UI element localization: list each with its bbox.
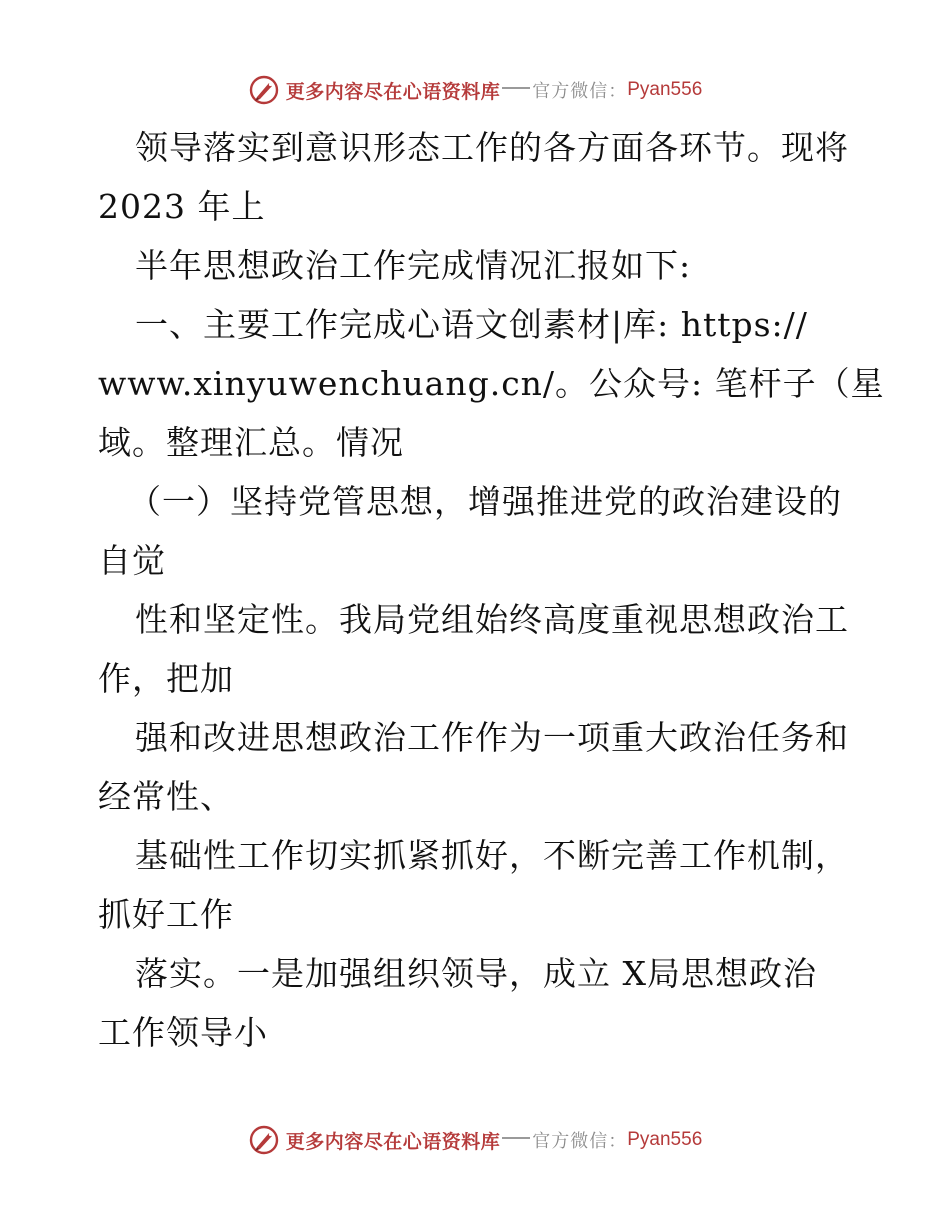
header-banner bbox=[0, 70, 950, 110]
text-line: 自觉 bbox=[98, 541, 166, 580]
text-line: 工作领导小 bbox=[98, 1013, 268, 1052]
text-line: 强和改进思想政治工作作为一项重大政治任务和 bbox=[135, 718, 849, 757]
text-line: 2023 年上 bbox=[98, 187, 266, 226]
banner-text: 更多内容尽在心语资料库 bbox=[285, 1130, 501, 1153]
pen-logo-icon bbox=[248, 74, 280, 106]
text-line: 抓好工作 bbox=[98, 895, 234, 934]
text-line: 作，把加 bbox=[98, 659, 234, 698]
text-line: www.xinyuwenchuang.cn/。公众号: 笔杆子（星 bbox=[98, 364, 885, 403]
document-body bbox=[98, 118, 885, 1062]
banner-text: 更多内容尽在心语资料库 bbox=[285, 80, 501, 103]
wechat-label: 官方微信： bbox=[532, 81, 628, 102]
wechat-id: Pyan556 bbox=[627, 1129, 703, 1150]
text-line: 经常性、 bbox=[98, 777, 234, 816]
banner-dash bbox=[502, 1137, 530, 1139]
footer-banner bbox=[0, 1120, 950, 1160]
text-line: 落实。一是加强组织领导，成立 X局思想政治 bbox=[135, 954, 817, 993]
wechat-label: 官方微信： bbox=[532, 1131, 628, 1152]
pen-logo-icon bbox=[248, 1124, 280, 1156]
text-line: 域。整理汇总。情况 bbox=[98, 423, 404, 462]
text-line: 半年思想政治工作完成情况汇报如下: bbox=[135, 246, 692, 285]
text-line: 一、主要工作完成心语文创素材|库: https:// bbox=[135, 305, 808, 344]
text-line: 基础性工作切实抓紧抓好，不断完善工作机制， bbox=[135, 836, 849, 875]
text-line: 性和坚定性。我局党组始终高度重视思想政治工 bbox=[135, 600, 849, 639]
text-line: （一）坚持党管思想，增强推进党的政治建设的 bbox=[128, 482, 842, 521]
wechat-id: Pyan556 bbox=[627, 79, 703, 100]
banner-dash bbox=[502, 87, 530, 89]
text-line: 领导落实到意识形态工作的各方面各环节。现将 bbox=[135, 128, 849, 167]
